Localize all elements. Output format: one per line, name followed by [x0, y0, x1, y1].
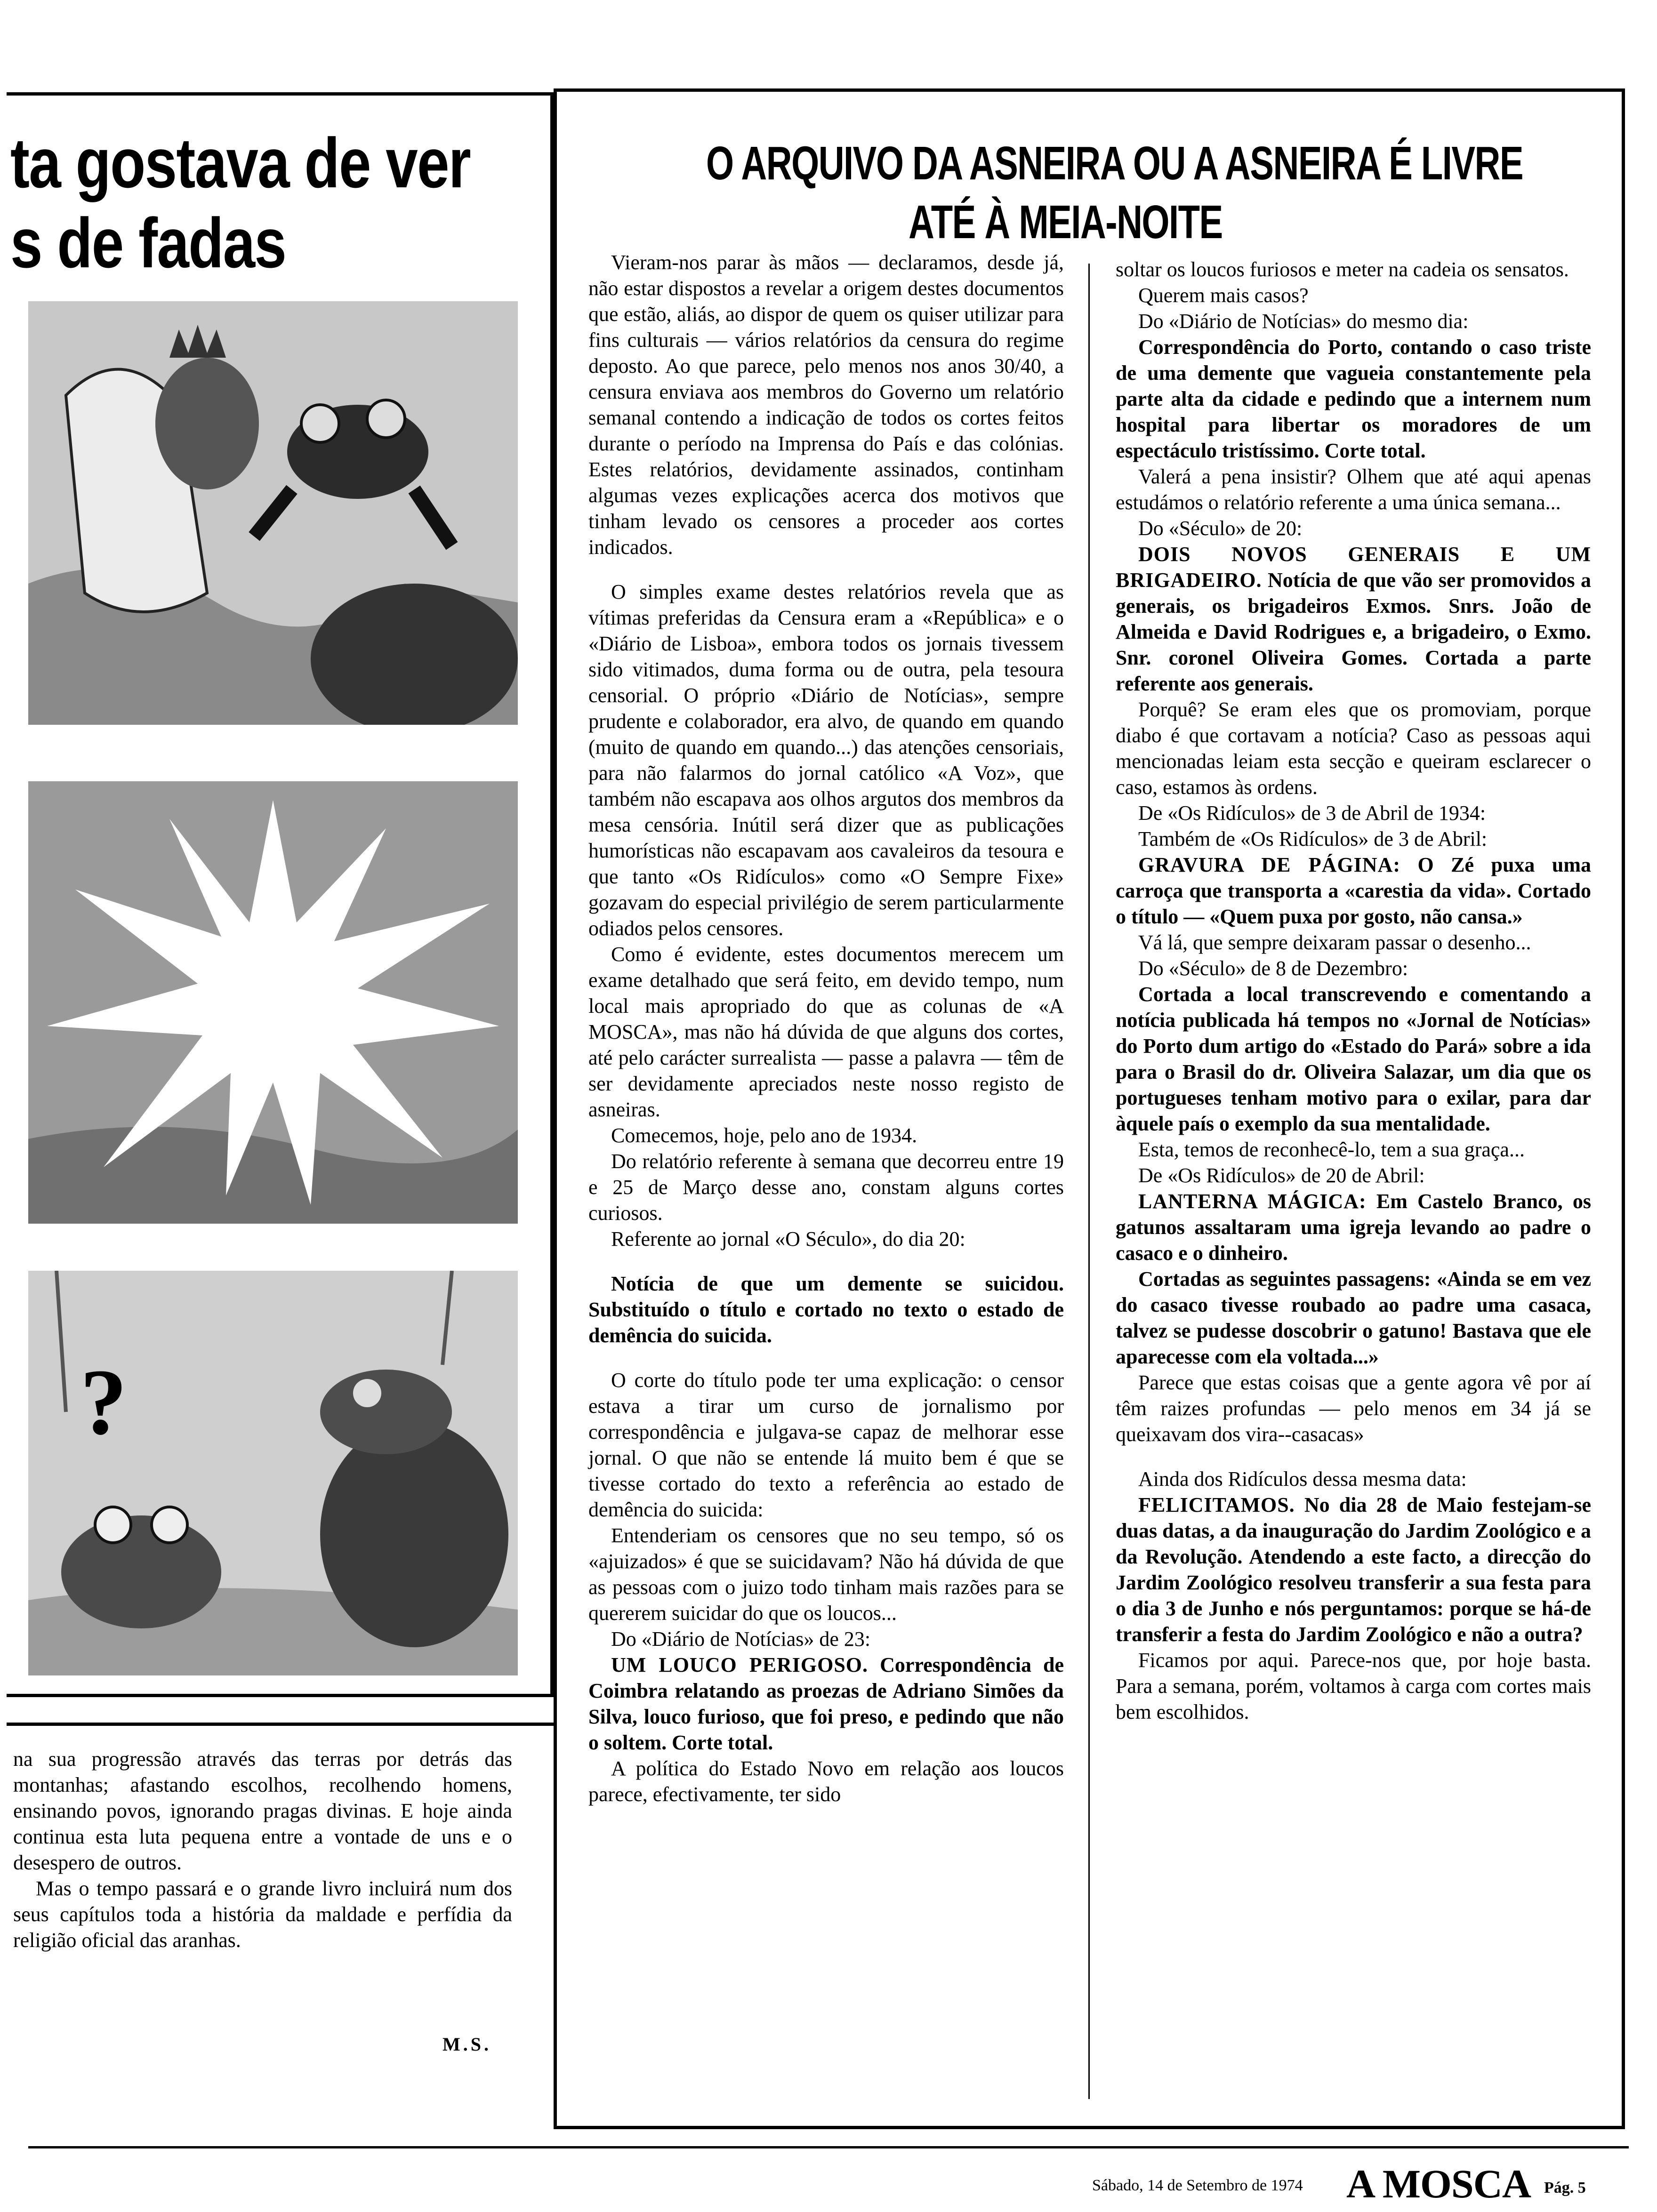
censored-heading: UM LOUCO PERIGOSO. [611, 1653, 869, 1676]
paragraph: soltar os loucos furiosos e meter na cadeia os sensatos. [1116, 258, 1569, 281]
frogs-drawing [28, 1271, 518, 1675]
frog-prince-kiss-illustration [28, 301, 518, 725]
frogs-question-illustration [28, 1271, 518, 1675]
censored-heading: LANTERNA MÁGICA: [1138, 1190, 1367, 1213]
censored-notice: Notícia de que vão ser promovidos a generais, os brigadeiros Exmos. Snrs. João de Almeida e David Rodrigues e, a brigadeiro, o Exmo. Snr. coronel Oliveira Gomes. Cortada a parte referente aos generais. [1116, 569, 1591, 695]
censored-notice: O Zé puxa uma carroça que transporta a «carestia da vida». Cortado o título — «Quem puxa por gosto, não cansa.» [1116, 853, 1591, 928]
paragraph: Do «Século» de 20: [1138, 517, 1303, 540]
paragraph: Do «Século» de 8 de Dezembro: [1138, 957, 1408, 980]
paragraph: Como é evidente, estes documentos merecem um exame detalhado que será feito, em devido tempo, num local mais apropriado do que as colunas de «A MOSCA», mas não há dúvida de que alguns dos cortes, até pelo carácter surrealista — passe a palavra — têm de ser devidamente apreciados neste nosso registo de asneiras. [588, 943, 1064, 1121]
paragraph: Vieram-nos parar às mãos — declaramos, desde já, não estar dispostos a revelar a origem destes documentos que estão, aliás, ao dispor de quem os quiser utilizar para fins culturais — vários relatórios da censura do regime deposto. Ao que parece, pelo menos nos anos 30/40, a censura enviava aos membros do Governo um relatório semanal contendo a indicação de todos os cortes feitos durante o período na Imprensa do País e das colónias. Estes relatórios, devidamente assinados, continham algumas vezes explicações acerca dos motivos que tinham levado os censores a proceder aos cortes indicados. [588, 251, 1064, 559]
paragraph: Do relatório referente à semana que decorreu entre 19 e 25 de Março desse ano, constam alguns cortes curiosos. [588, 1150, 1064, 1225]
censored-notice: Em Castelo Branco, os gatunos assaltaram uma igreja levando ao padre o casaco e o dinheiro. [1116, 1190, 1591, 1265]
paragraph: O corte do título pode ter uma explicação: o censor estava a tirar um curso de jornalismo por correspondência e julgava-se capaz de melhorar esse jornal. O que não se entende lá muito bem é que se tivesse cortado do texto a referência ao estado de demência do suicida: [588, 1369, 1064, 1521]
paragraph: Esta, temos de reconhecê-lo, tem a sua graça... [1138, 1138, 1525, 1161]
paragraph: De «Os Ridículos» de 3 de Abril de 1934: [1138, 801, 1486, 825]
left-headline-line1: ta gostava de ver [10, 123, 471, 202]
censored-notice: Cortada a local transcrevendo e comentando a notícia publicada há tempos no «Jornal de Notícias» do Porto dum artigo do «Estado do Pará» sobre a ida para o Brasil do dr. Oliveira Salazar, um dia que os portugueses tenham motivo para o exilar, para dar àquele país o exemplo da sua mentalidade. [1116, 983, 1591, 1135]
column-rule [1088, 264, 1090, 2099]
paragraph: Porquê? Se eram eles que os promoviam, porque diabo é que cortavam a notícia? Caso as pessoas aqui mencionadas leiam esta secção e queiram esclarecer o caso, estamos às ordens. [1116, 698, 1591, 799]
paragraph: Ficamos por aqui. Parece-nos que, por hoje basta. Para a semana, porém, voltamos à carga com cortes mais bem escolhidos. [1116, 1649, 1591, 1723]
signature: M.S. [442, 2034, 491, 2055]
left-headline-line2: s de fadas [10, 203, 286, 282]
explosion-drawing [28, 781, 518, 1224]
paragraph: Parece que estas coisas que a gente agora vê por aí têm raizes profundas — pelo menos em 34 já se queixavam dos vira--casacas» [1116, 1371, 1591, 1446]
page-number: Pág. 5 [1544, 2179, 1586, 2196]
censored-notice: Correspondência do Porto, contando o caso triste de uma demente que vagueia constantemente pela parte alta da cidade e pedindo que a internem num hospital para libertar os moradores de um espectáculo tristíssimo. Corte total. [1116, 336, 1591, 462]
paragraph: Valerá a pena insistir? Olhem que até aqui apenas estudámos o relatório referente a uma única semana... [1116, 465, 1591, 514]
censored-notice: No dia 28 de Maio festejam-se duas datas, a da inauguração do Jardim Zoológico e a da Revolução. Atendendo a este facto, a direcção do Jardim Zoológico resolveu transferir a sua festa para o dia 3 de Junho e nós perguntamos: porque se há-de transferir a festa do Jardim Zoológico e não a outra? [1116, 1493, 1591, 1646]
left-paragraph: na sua progressão através das terras por detrás das montanhas; afastando escolhos, recolhendo homens, ensinando povos, ignorando pragas divinas. E hoje ainda continua esta luta pequena entre a vontade de uns e o desespero de outros. [13, 1747, 512, 1874]
paragraph: De «Os Ridículos» de 20 de Abril: [1138, 1164, 1425, 1187]
article-column-1 [588, 249, 1064, 1807]
censored-heading: FELICITAMOS. [1138, 1493, 1295, 1516]
paragraph: Também de «Os Ridículos» de 3 de Abril: [1138, 827, 1488, 850]
left-panel-divider [7, 1723, 554, 1726]
frog-prince-drawing [28, 301, 518, 725]
paragraph: Referente ao jornal «O Século», do dia 20: [611, 1227, 965, 1250]
paragraph: Ainda dos Ridículos dessa mesma data: [1138, 1467, 1467, 1491]
paragraph: Querem mais casos? [1138, 284, 1309, 307]
newspaper-brand: A MOSCA [1346, 2161, 1531, 2206]
article-title-line2: ATÉ À MEIA-NOITE [909, 196, 1223, 248]
left-text [13, 1746, 512, 1953]
paragraph: A política do Estado Novo em relação aos loucos parece, efectivamente, ter sido [588, 1757, 1064, 1806]
censored-heading: GRAVURA DE PÁGINA: [1138, 853, 1401, 876]
paragraph: Comecemos, hoje, pelo ano de 1934. [611, 1124, 917, 1147]
footer-rule [28, 2146, 1629, 2148]
paragraph: Entenderiam os censores que no seu tempo, só os «ajuizados» é que se suicidavam? Não há dúvida de que as pessoas com o juizo todo tinham mais razões para se quererem suicidar do que os loucos... [588, 1524, 1064, 1625]
paragraph: Do «Diário de Notícias» de 23: [611, 1627, 871, 1651]
paragraph: O simples exame destes relatórios revela que as vítimas preferidas da Censura eram a «República» e o «Diário de Lisboa», embora todos os jornais tivessem sido vitimados, duma forma ou de outra, pela tesoura censorial. O próprio «Diário de Notícias», sempre prudente e colaborador, era alvo, de quando em quando (muito de quando em quando...) das atenções censoriais, para não falarmos do jornal católico «A Voz», que também não escapava aos olhos argutos dos membros da mesa censória. Inútil será dizer que as publicações humorísticas não escapavam aos cavaleiros da tesoura e que tanto «Os Ridículos» como «O Sempre Fixe» gozavam do especial privilégio de serem particularmente odiados pelos censores. [588, 580, 1064, 940]
footer-date: Sábado, 14 de Setembro de 1974 [1092, 2177, 1303, 2194]
article-column-2 [1116, 256, 1591, 1725]
left-paragraph: Mas o tempo passará e o grande livro incluirá num dos seus capítulos toda a história da maldade e perfídia da religião oficial das aranhas. [13, 1877, 512, 1952]
censored-notice: Correspondência de Coimbra relatando as proezas de Adriano Simões da Silva, louco furioso, que foi preso, e pedindo que não o soltem. Corte total. [588, 1653, 1064, 1754]
question-mark: ? [80, 1350, 127, 1454]
explosion-illustration [28, 781, 518, 1224]
censored-notice: Notícia de que um demente se suicidou. Substituído o título e cortado no texto o estado de demência do suicida. [588, 1272, 1064, 1347]
censored-notice: Cortadas as seguintes passagens: «Ainda se em vez do casaco tivesse roubado ao padre uma casaca, talvez se pudesse doscobrir o gatuno! Bastava que ele aparecesse com ela voltada...» [1116, 1267, 1591, 1368]
paragraph: Do «Diário de Notícias» do mesmo dia: [1138, 310, 1469, 333]
censored-heading: DOIS NOVOS GENERAIS E UM BRIGADEIRO. [1116, 543, 1591, 592]
article-title-line1: O ARQUIVO DA ASNEIRA OU A ASNEIRA É LIVRE [706, 137, 1523, 190]
paragraph: Vá lá, que sempre deixaram passar o desenho... [1138, 931, 1531, 954]
